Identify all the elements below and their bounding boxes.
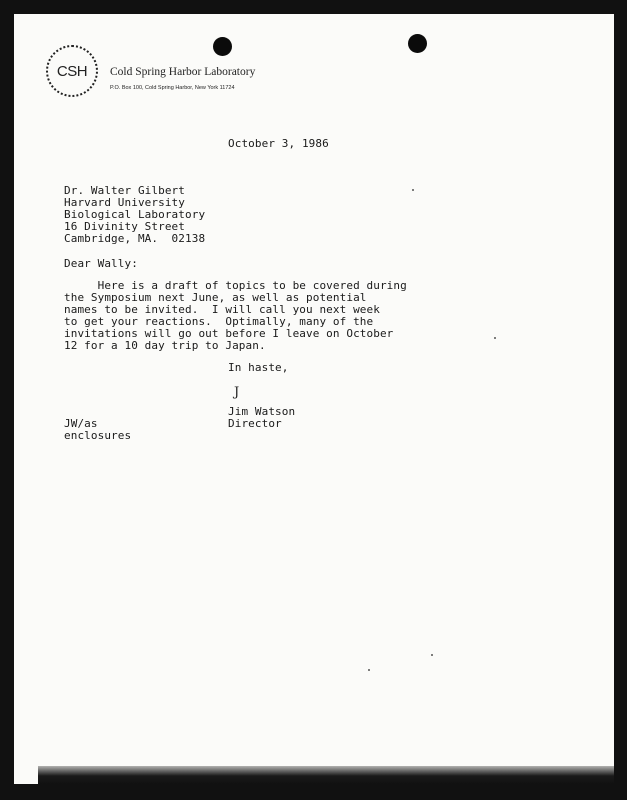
body-line: names to be invited. I will call you next week [64,303,380,316]
letter-page [14,14,614,784]
signer-name: Jim Watson [228,405,296,418]
speck [494,337,496,339]
body-line: 12 for a 10 day trip to Japan. [64,339,266,352]
recipient-line: Harvard University [64,196,186,209]
csh-logo [46,45,98,97]
lab-name: Cold Spring Harbor Laboratory [110,66,256,78]
signer-title: Director [228,417,282,430]
signature: J [234,385,240,400]
body-line: the Symposium next June, as well as potential [64,291,367,304]
letter-date: October 3, 1986 [228,137,329,150]
body-line: Here is a draft of topics to be covered during [64,279,407,292]
scan-edge-shadow [38,766,614,784]
speck [412,189,414,191]
lab-address: P.O. Box 100, Cold Spring Harbor, New York 11724 [110,85,235,91]
recipient-line: Biological Laboratory [64,208,206,221]
typist-initials: JW/as [64,417,98,430]
recipient-line: Cambridge, MA. 02138 [64,232,206,245]
punch-hole [408,34,427,53]
logo-text: CSH [56,62,88,80]
body-line: invitations will go out before I leave on October [64,327,394,340]
speck [368,669,370,671]
body-line: to get your reactions. Optimally, many of the [64,315,374,328]
punch-hole [213,37,232,56]
salutation: Dear Wally: [64,257,138,270]
speck [431,654,433,656]
closing: In haste, [228,361,289,374]
recipient-line: 16 Divinity Street [64,220,186,233]
enclosures-note: enclosures [64,429,132,442]
recipient-line: Dr. Walter Gilbert [64,184,186,197]
